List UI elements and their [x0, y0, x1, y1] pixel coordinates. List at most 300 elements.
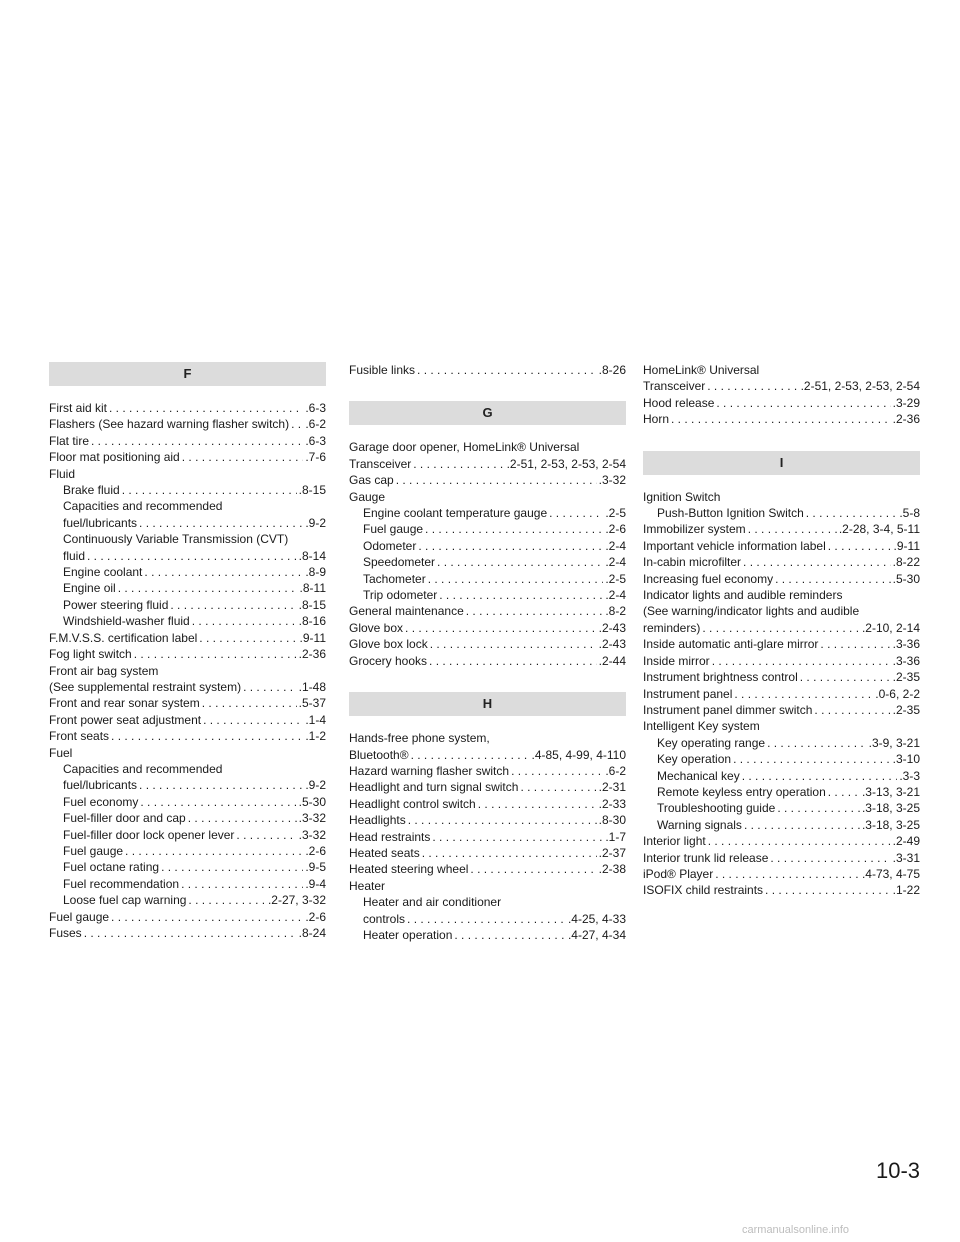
dot-leader — [236, 827, 296, 843]
dot-leader — [715, 866, 860, 882]
index-heading: (See warning/indicator lights and audible — [643, 604, 860, 619]
entry-text: Fuel-filler door and cap — [63, 811, 186, 826]
index-entry — [49, 449, 326, 465]
index-entry — [49, 695, 326, 711]
dot-leader — [122, 482, 297, 498]
dot-leader — [439, 587, 603, 603]
index-entry — [643, 751, 920, 767]
section-header-i: I — [643, 451, 920, 475]
dot-leader — [806, 505, 898, 521]
index-entry — [49, 794, 326, 810]
entry-text: Loose fuel cap warning — [63, 893, 187, 908]
index-entry — [349, 620, 626, 636]
entry-text: Push-Button Ignition Switch — [657, 506, 804, 521]
entry-text: Gas cap — [349, 473, 394, 488]
entry-text: (See supplemental restraint system) — [49, 679, 242, 694]
entry-page-ref: .4-73, 4-75 — [861, 866, 920, 881]
index-entry — [349, 653, 626, 669]
index-entry — [349, 927, 626, 943]
dot-leader — [454, 927, 566, 943]
dot-leader — [188, 892, 266, 908]
entry-page-ref: .6-3 — [305, 401, 326, 415]
dot-leader — [671, 411, 891, 427]
entry-text: Fuel gauge — [49, 909, 110, 924]
index-entry — [49, 646, 326, 662]
index-entry — [349, 472, 626, 488]
entry-text: Trip odometer — [363, 588, 438, 603]
index-entry — [349, 911, 626, 927]
dot-leader — [139, 777, 303, 793]
index-entry — [349, 521, 626, 537]
entry-page-ref: .3-18, 3-25 — [861, 801, 920, 816]
index-entry — [349, 587, 626, 603]
index-entry — [643, 521, 920, 537]
index-heading: Gauge — [349, 489, 386, 504]
entry-page-ref: .2-49 — [892, 834, 920, 849]
dot-leader — [161, 859, 303, 875]
entry-page-ref: .2-31 — [598, 780, 626, 795]
entry-text: Hood release — [643, 395, 715, 410]
entry-text: Important vehicle information label — [643, 538, 826, 553]
entry-page-ref: .3-31 — [892, 850, 920, 865]
entry-text: Head restraints — [349, 829, 431, 844]
entry-page-ref: .2-28, 3-4, 5-11 — [838, 522, 920, 537]
index-column-2 — [349, 362, 626, 943]
entry-page-ref: .2-4 — [605, 538, 626, 553]
index-entry — [49, 400, 326, 416]
entry-page-ref: .8-16 — [298, 614, 326, 629]
entry-page-ref: .0-6, 2-2 — [875, 686, 920, 701]
entry-page-ref: .1-22 — [892, 883, 920, 898]
entry-text: Troubleshooting guide — [657, 801, 776, 816]
entry-page-ref: .8-15 — [298, 597, 326, 612]
entry-text: Horn — [643, 412, 670, 427]
entry-page-ref: .2-51, 2-53, 2-53, 2-54 — [800, 379, 920, 394]
entry-text: Headlight control switch — [349, 796, 476, 811]
entry-page-ref: .3-32 — [598, 473, 626, 488]
watermark: carmanualsonline.info — [742, 1224, 850, 1236]
dot-leader — [405, 620, 597, 636]
entry-text: Interior trunk lid release — [643, 850, 769, 865]
entry-text: iPod® Player — [643, 866, 714, 881]
index-entry — [349, 636, 626, 652]
index-entry — [349, 829, 626, 845]
index-entry — [643, 702, 920, 718]
index-entry — [49, 548, 326, 564]
entry-text: Power steering fluid — [63, 597, 169, 612]
index-heading: Fuel — [49, 745, 73, 760]
index-entry — [643, 850, 920, 866]
index-heading: Heater — [349, 878, 386, 893]
index-heading: Intelligent Key system — [643, 719, 760, 734]
entry-text: Speedometer — [363, 555, 436, 570]
dot-leader — [418, 538, 603, 554]
dot-leader — [828, 538, 892, 554]
dot-leader — [181, 876, 303, 892]
index-heading: Ignition Switch — [643, 489, 721, 504]
dot-leader — [396, 472, 597, 488]
index-entry — [643, 882, 920, 898]
entry-page-ref: .3-13, 3-21 — [861, 784, 920, 799]
dot-leader — [520, 779, 596, 795]
index-entry — [349, 861, 626, 877]
entry-page-ref: .3-3 — [899, 768, 920, 783]
entry-page-ref: .3-18, 3-25 — [861, 817, 920, 832]
index-entry — [349, 812, 626, 828]
entry-page-ref: .2-6 — [305, 909, 326, 924]
entry-text: Inside automatic anti-glare mirror — [643, 637, 819, 652]
entry-page-ref: .3-10 — [892, 752, 920, 767]
index-entry — [643, 784, 920, 800]
dot-leader — [702, 620, 860, 636]
entry-text: fuel/lubricants — [63, 778, 138, 793]
index-heading: Heater and air conditioner — [363, 895, 502, 910]
entry-page-ref: .9-2 — [305, 778, 326, 793]
index-heading: Capacities and recommended — [63, 499, 223, 514]
index-entry — [643, 669, 920, 685]
dot-leader — [733, 751, 891, 767]
index-entry — [49, 925, 326, 941]
entry-page-ref: .1-48 — [298, 679, 326, 694]
dot-leader — [291, 416, 303, 432]
dot-leader — [734, 686, 873, 702]
entry-text: Fog light switch — [49, 647, 132, 662]
entry-page-ref: .2-43 — [598, 637, 626, 652]
dot-leader — [712, 653, 891, 669]
index-entry — [49, 810, 326, 826]
index-heading: HomeLink® Universal — [643, 363, 760, 377]
entry-page-ref: .9-11 — [893, 538, 920, 553]
dot-leader — [748, 521, 837, 537]
entry-page-ref: .8-2 — [605, 604, 626, 619]
index-heading: Indicator lights and audible reminders — [643, 588, 843, 603]
dot-leader — [429, 653, 597, 669]
dot-leader — [478, 796, 597, 812]
index-entry — [643, 866, 920, 882]
entry-text: Increasing fuel economy — [643, 571, 774, 586]
dot-leader — [411, 747, 530, 763]
entry-page-ref: .2-5 — [605, 571, 626, 586]
dot-leader — [111, 909, 303, 925]
entry-page-ref: .2-35 — [892, 670, 920, 685]
dot-leader — [437, 554, 603, 570]
index-entry — [349, 747, 626, 763]
entry-page-ref: .3-36 — [892, 653, 920, 668]
entry-page-ref: .6-3 — [305, 433, 326, 448]
entry-page-ref: .5-8 — [899, 506, 920, 521]
index-entry — [643, 554, 920, 570]
entry-text: Warning signals — [657, 817, 742, 832]
entry-page-ref: .9-5 — [305, 860, 326, 875]
dot-leader — [425, 521, 603, 537]
entry-text: First aid kit — [49, 401, 108, 415]
dot-leader — [430, 636, 597, 652]
index-heading: Continuously Variable Transmission (CVT) — [63, 532, 289, 547]
dot-leader — [413, 456, 504, 472]
entry-page-ref: .2-44 — [598, 653, 626, 668]
index-heading: Front air bag system — [49, 663, 159, 678]
dot-leader — [743, 554, 891, 570]
index-heading: Hands-free phone system, — [349, 731, 490, 746]
entry-text: Heated seats — [349, 845, 420, 860]
entry-page-ref: .8-9 — [305, 565, 326, 580]
index-entry — [49, 712, 326, 728]
entry-text: Transceiver — [643, 379, 706, 394]
entry-page-ref: .8-26 — [598, 363, 626, 377]
entry-page-ref: .9-11 — [299, 630, 326, 645]
index-entry — [49, 630, 326, 646]
index-entry — [643, 620, 920, 636]
entry-page-ref: .2-51, 2-53, 2-53, 2-54 — [506, 456, 626, 471]
entry-text: Heated steering wheel — [349, 862, 469, 877]
entry-text: Engine oil — [63, 581, 116, 596]
entry-page-ref: .2-10, 2-14 — [861, 620, 920, 635]
dot-leader — [243, 679, 297, 695]
dot-leader — [470, 861, 596, 877]
dot-leader — [432, 829, 603, 845]
entry-text: Odometer — [363, 538, 417, 553]
entry-page-ref: .3-32 — [298, 827, 326, 842]
index-entry — [49, 843, 326, 859]
entry-text: General maintenance — [349, 604, 464, 619]
index-entry — [49, 827, 326, 843]
dot-leader — [408, 812, 597, 828]
entry-text: Front and rear sonar system — [49, 696, 200, 711]
entry-text: Remote keyless entry operation — [657, 784, 826, 799]
dot-leader — [777, 800, 860, 816]
entry-text: Flashers (See hazard warning flasher switch) — [49, 417, 290, 432]
entry-page-ref: .8-14 — [298, 548, 326, 563]
index-entry — [49, 876, 326, 892]
index-entry — [49, 777, 326, 793]
entry-text: Grocery hooks — [349, 653, 428, 668]
index-entry — [643, 395, 920, 411]
dot-leader — [417, 362, 597, 378]
index-entry — [349, 845, 626, 861]
entry-text: Transceiver — [349, 456, 412, 471]
entry-text: In-cabin microfilter — [643, 555, 742, 570]
dot-leader — [84, 925, 297, 941]
dot-leader — [707, 378, 798, 394]
entry-page-ref: .8-22 — [892, 555, 920, 570]
index-entry — [49, 679, 326, 695]
dot-leader — [422, 845, 597, 861]
entry-page-ref: .8-30 — [598, 813, 626, 828]
entry-text: Front seats — [49, 729, 110, 744]
entry-text: fluid — [63, 548, 86, 563]
entry-text: Bluetooth® — [349, 747, 409, 762]
index-entry — [349, 796, 626, 812]
entry-text: Floor mat positioning aid — [49, 450, 180, 465]
index-entry — [349, 505, 626, 521]
index-heading: Garage door opener, HomeLink® Universal — [349, 440, 580, 455]
index-entry — [643, 800, 920, 816]
entry-page-ref: .2-33 — [598, 796, 626, 811]
index-entry — [49, 482, 326, 498]
index-entry — [49, 416, 326, 432]
entry-page-ref: .4-85, 4-99, 4-110 — [531, 747, 626, 762]
index-column-3 — [643, 362, 920, 899]
entry-page-ref: .3-32 — [298, 811, 326, 826]
entry-text: Inside mirror — [643, 653, 710, 668]
entry-page-ref: .2-4 — [605, 555, 626, 570]
dot-leader — [140, 794, 296, 810]
dot-leader — [742, 768, 898, 784]
index-entry — [643, 653, 920, 669]
index-entry — [643, 833, 920, 849]
entry-page-ref: .2-36 — [298, 647, 326, 662]
index-entry — [49, 597, 326, 613]
entry-text: controls — [363, 911, 406, 926]
index-entry — [49, 892, 326, 908]
entry-page-ref: .1-4 — [305, 712, 326, 727]
dot-leader — [407, 911, 566, 927]
dot-leader — [775, 571, 891, 587]
index-entry — [643, 817, 920, 833]
index-entry — [49, 909, 326, 925]
entry-text: Instrument brightness control — [643, 670, 798, 685]
entry-page-ref: .2-27, 3-32 — [267, 893, 326, 908]
index-entry — [349, 362, 626, 378]
dot-leader — [139, 515, 303, 531]
dot-leader — [111, 728, 303, 744]
entry-page-ref: .5-30 — [892, 571, 920, 586]
dot-leader — [820, 636, 890, 652]
dot-leader — [170, 597, 296, 613]
dot-leader — [118, 580, 298, 596]
dot-leader — [192, 613, 297, 629]
entry-text: Key operation — [657, 752, 732, 767]
entry-page-ref: .5-37 — [298, 696, 326, 711]
entry-page-ref: .4-27, 4-34 — [567, 927, 626, 942]
index-entry — [49, 859, 326, 875]
index-entry — [643, 505, 920, 521]
entry-text: Engine coolant temperature gauge — [363, 506, 548, 521]
entry-page-ref: .2-6 — [305, 843, 326, 858]
index-column-1 — [49, 362, 326, 941]
entry-text: Brake fluid — [63, 483, 120, 498]
entry-page-ref: .2-38 — [598, 862, 626, 877]
entry-page-ref: .3-29 — [892, 395, 920, 410]
entry-text: Headlight and turn signal switch — [349, 780, 519, 795]
entry-text: Engine coolant — [63, 565, 143, 580]
dot-leader — [744, 817, 860, 833]
dot-leader — [716, 395, 890, 411]
entry-page-ref: .2-36 — [892, 412, 920, 427]
entry-text: Fuel-filler door lock opener lever — [63, 827, 235, 842]
index-heading: Fluid — [49, 466, 76, 481]
index-entry — [349, 554, 626, 570]
dot-leader — [182, 449, 304, 465]
index-entry — [643, 571, 920, 587]
entry-text: Fuel recommendation — [63, 876, 180, 891]
dot-leader — [109, 400, 303, 416]
index-entry — [643, 768, 920, 784]
entry-text: Fuel octane rating — [63, 860, 160, 875]
entry-text: Fuel economy — [63, 794, 139, 809]
entry-text: reminders) — [643, 620, 701, 635]
dot-leader — [549, 505, 603, 521]
index-entry — [349, 571, 626, 587]
index-entry — [643, 378, 920, 394]
dot-leader — [770, 850, 890, 866]
entry-page-ref: .5-30 — [298, 794, 326, 809]
dot-leader — [91, 433, 303, 449]
section-header-h: H — [349, 692, 626, 716]
index-entry — [349, 538, 626, 554]
index-entry — [643, 636, 920, 652]
dot-leader — [144, 564, 303, 580]
index-entry — [349, 603, 626, 619]
entry-text: Fuses — [49, 926, 82, 940]
entry-text: Tachometer — [363, 571, 426, 586]
dot-leader — [828, 784, 860, 800]
index-entry — [643, 411, 920, 427]
entry-page-ref: .8-11 — [299, 581, 326, 596]
dot-leader — [800, 669, 891, 685]
index-entry — [643, 735, 920, 751]
entry-text: Fuel gauge — [63, 843, 124, 858]
entry-text: ISOFIX child restraints — [643, 883, 764, 898]
entry-page-ref: .2-4 — [605, 588, 626, 603]
entry-text: Immobilizer system — [643, 522, 746, 537]
index-entry — [49, 564, 326, 580]
entry-page-ref: .6-2 — [605, 763, 626, 778]
entry-text: Glove box lock — [349, 637, 428, 652]
index-entry — [349, 763, 626, 779]
index-entry — [49, 728, 326, 744]
entry-page-ref: .6-2 — [305, 417, 326, 432]
entry-text: Hazard warning flasher switch — [349, 763, 510, 778]
dot-leader — [188, 810, 297, 826]
dot-leader — [466, 603, 604, 619]
index-entry — [349, 779, 626, 795]
dot-leader — [125, 843, 303, 859]
entry-page-ref: .9-4 — [305, 876, 326, 891]
entry-text: Flat tire — [49, 433, 90, 448]
index-entry — [49, 433, 326, 449]
entry-page-ref: .2-35 — [892, 702, 920, 717]
dot-leader — [814, 702, 890, 718]
dot-leader — [199, 630, 297, 646]
dot-leader — [134, 646, 297, 662]
dot-leader — [708, 833, 891, 849]
dot-leader — [765, 882, 891, 898]
entry-page-ref: .2-37 — [598, 845, 626, 860]
index-entry — [643, 538, 920, 554]
dot-leader — [202, 695, 297, 711]
entry-text: F.M.V.S.S. certification label — [49, 630, 198, 645]
dot-leader — [511, 763, 603, 779]
entry-text: Heater operation — [363, 927, 453, 942]
entry-page-ref: .2-43 — [598, 620, 626, 635]
entry-page-ref: .3-36 — [892, 637, 920, 652]
dot-leader — [428, 571, 604, 587]
index-entry — [49, 580, 326, 596]
entry-text: Mechanical key — [657, 768, 740, 783]
entry-text: Interior light — [643, 834, 706, 849]
entry-page-ref: .3-9, 3-21 — [868, 735, 920, 750]
entry-page-ref: .7-6 — [305, 450, 326, 465]
entry-page-ref: .8-15 — [298, 483, 326, 498]
entry-page-ref: .2-6 — [605, 522, 626, 537]
entry-text: Instrument panel — [643, 686, 733, 701]
entry-text: fuel/lubricants — [63, 515, 138, 530]
index-heading: Capacities and recommended — [63, 761, 223, 776]
entry-page-ref: .1-2 — [305, 729, 326, 744]
entry-page-ref: .4-25, 4-33 — [567, 911, 626, 926]
entry-page-ref: .2-5 — [605, 506, 626, 521]
